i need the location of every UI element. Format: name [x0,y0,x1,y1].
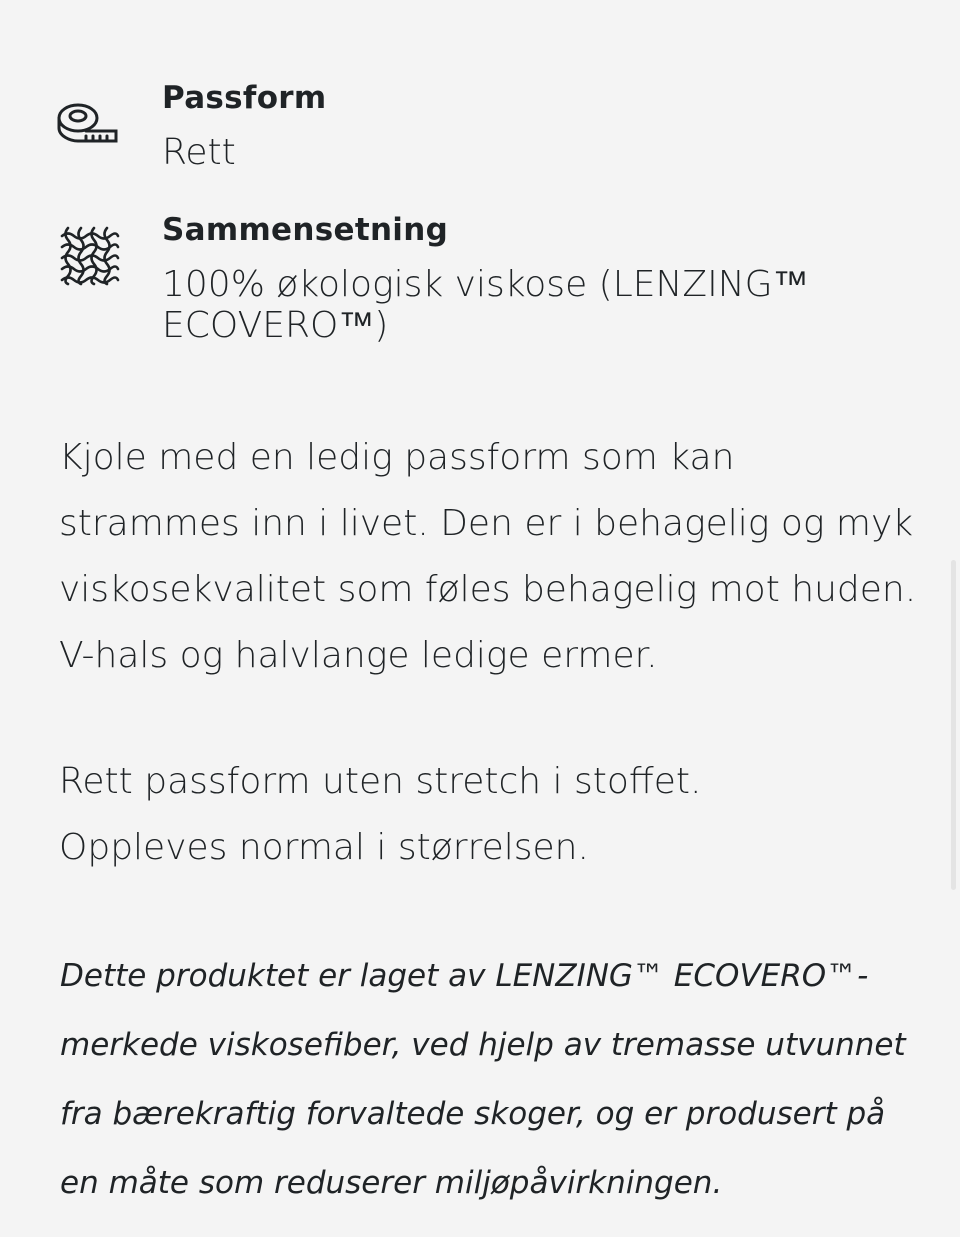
measuring-tape-icon [56,92,122,158]
woven-fabric-icon [56,222,122,288]
note-line: en måte som reduserer miljøpåvirkningen. [60,1165,723,1201]
description-line: V-hals og halvlange ledige ermer. [59,635,658,676]
attribute-value: Rett [162,132,236,173]
sustainability-note [60,942,920,1218]
attribute-title: Sammensetning [162,212,449,248]
attribute-value-line: 100% økologisk viskose (LENZING™ [162,264,809,305]
attribute-title: Passform [162,80,327,116]
description-line: viskosekvalitet som føles behagelig mot huden. [59,569,917,610]
description-paragraph-2 [59,749,919,881]
description-line: Kjole med en ledig passform som kan [59,437,735,478]
description-line: Rett passform uten stretch i stoffet. [59,761,702,802]
note-line: merkede viskosefiber, ved hjelp av tremasse utvunnet [60,1027,906,1063]
description-line: strammes inn i livet. Den er i behagelig og myk [59,503,914,544]
description-paragraph-1 [59,425,919,689]
note-line: fra bærekraftig forvaltede skoger, og er produsert på [60,1096,886,1132]
attribute-value-line: ECOVERO™) [162,305,389,346]
attribute-value [162,264,882,346]
description-line: Oppleves normal i størrelsen. [59,827,589,868]
scrollbar[interactable] [951,560,956,890]
note-line: Dette produktet er laget av LENZING™ ECOVERO™- [60,958,869,994]
